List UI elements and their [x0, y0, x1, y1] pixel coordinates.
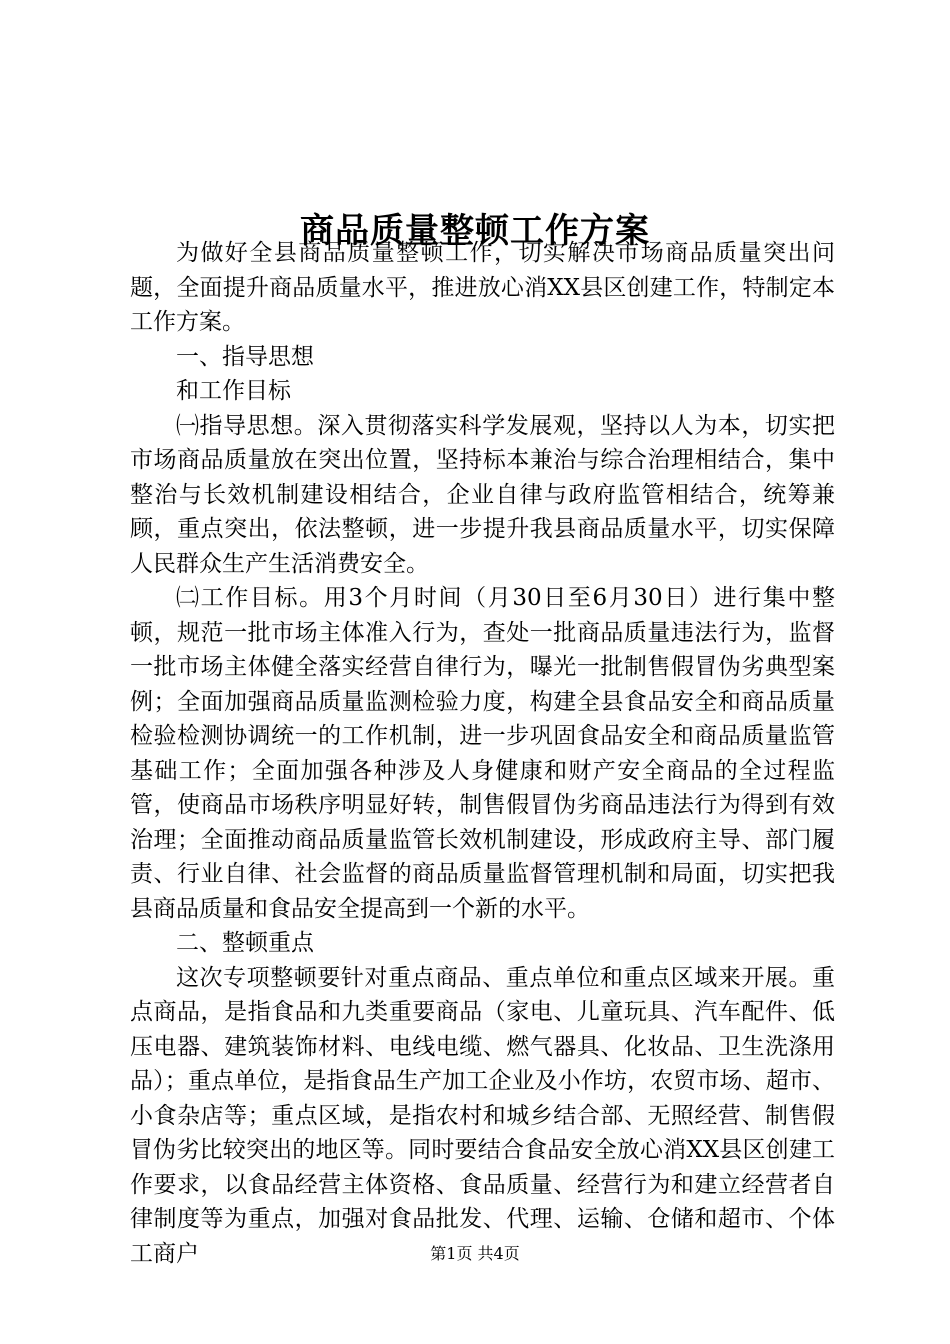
paragraph-work-goal: ㈡工作目标。用3个月时间（月30日至6月30日）进行集中整顿，规范一批市场主体准入行为，查处一批商品质量违法行为，监督一批市场主体健全落实经营自律行为，曝光一批制售假冒伪劣典型案例；全面加强商品质量监测检验力度，构建全县食品安全和商品质量检验检测协调统一的工作机制，进一步巩固食品安全和商品质量监管基础工作；全面加强各种涉及人身健康和财产安全商品的全过程监管，使商品市场秩序明显好转，制售假冒伪劣商品违法行为得到有效治理；全面推动商品质量监管长效机制建设，形成政府主导、部门履责、行业自律、社会监督的商品质量监督管理机制和局面，切实把我县商品质量和食品安全提高到一个新的水平。: [130, 585, 835, 922]
paragraph-rectification-focus: 这次专项整顿要针对重点商品、重点单位和重点区域来开展。重点商品，是指食品和九类重要商品（家电、儿童玩具、汽车配件、低压电器、建筑装饰材料、电线电缆、燃气器具、化妆品、卫生洗涤用品）；重点单位，是指食品生产加工企业及小作坊，农贸市场、超市、小食杂店等；重点区域，是指农村和城乡结合部、无照经营、制售假冒伪劣比较突出的地区等。同时要结合食品安全放心消XX县区创建工作要求，以食品经营主体资格、食品质量、经营行为和建立经营者自律制度等为重点，加强对食品批发、代理、运输、仓储和超市、个体工商户: [130, 964, 835, 1267]
document-body: [130, 236, 835, 1271]
paragraph-guiding-thought: ㈠指导思想。深入贯彻落实科学发展观，坚持以人为本，切实把市场商品质量放在突出位置，坚持标本兼治与综合治理相结合，集中整治与长效机制建设相结合，企业自律与政府监管相结合，统筹兼顾，重点突出，依法整顿，进一步提升我县商品质量水平，切实保障人民群众生产生活消费安全。: [130, 412, 835, 577]
heading-guiding-thought: 一、指导思想: [176, 343, 314, 370]
heading-rectification-focus: 二、整顿重点: [176, 930, 314, 956]
heading-work-goal: 和工作目标: [176, 378, 291, 404]
paragraph-intro: 为做好全县商品质量整顿工作，切实解决市场商品质量突出问题，全面提升商品质量水平，推进放心消XX县区创建工作，特制定本工作方案。: [130, 240, 835, 335]
page-footer: 第1页 共4页: [430, 1244, 520, 1263]
document-title: 商品质量整顿工作方案: [300, 210, 650, 251]
